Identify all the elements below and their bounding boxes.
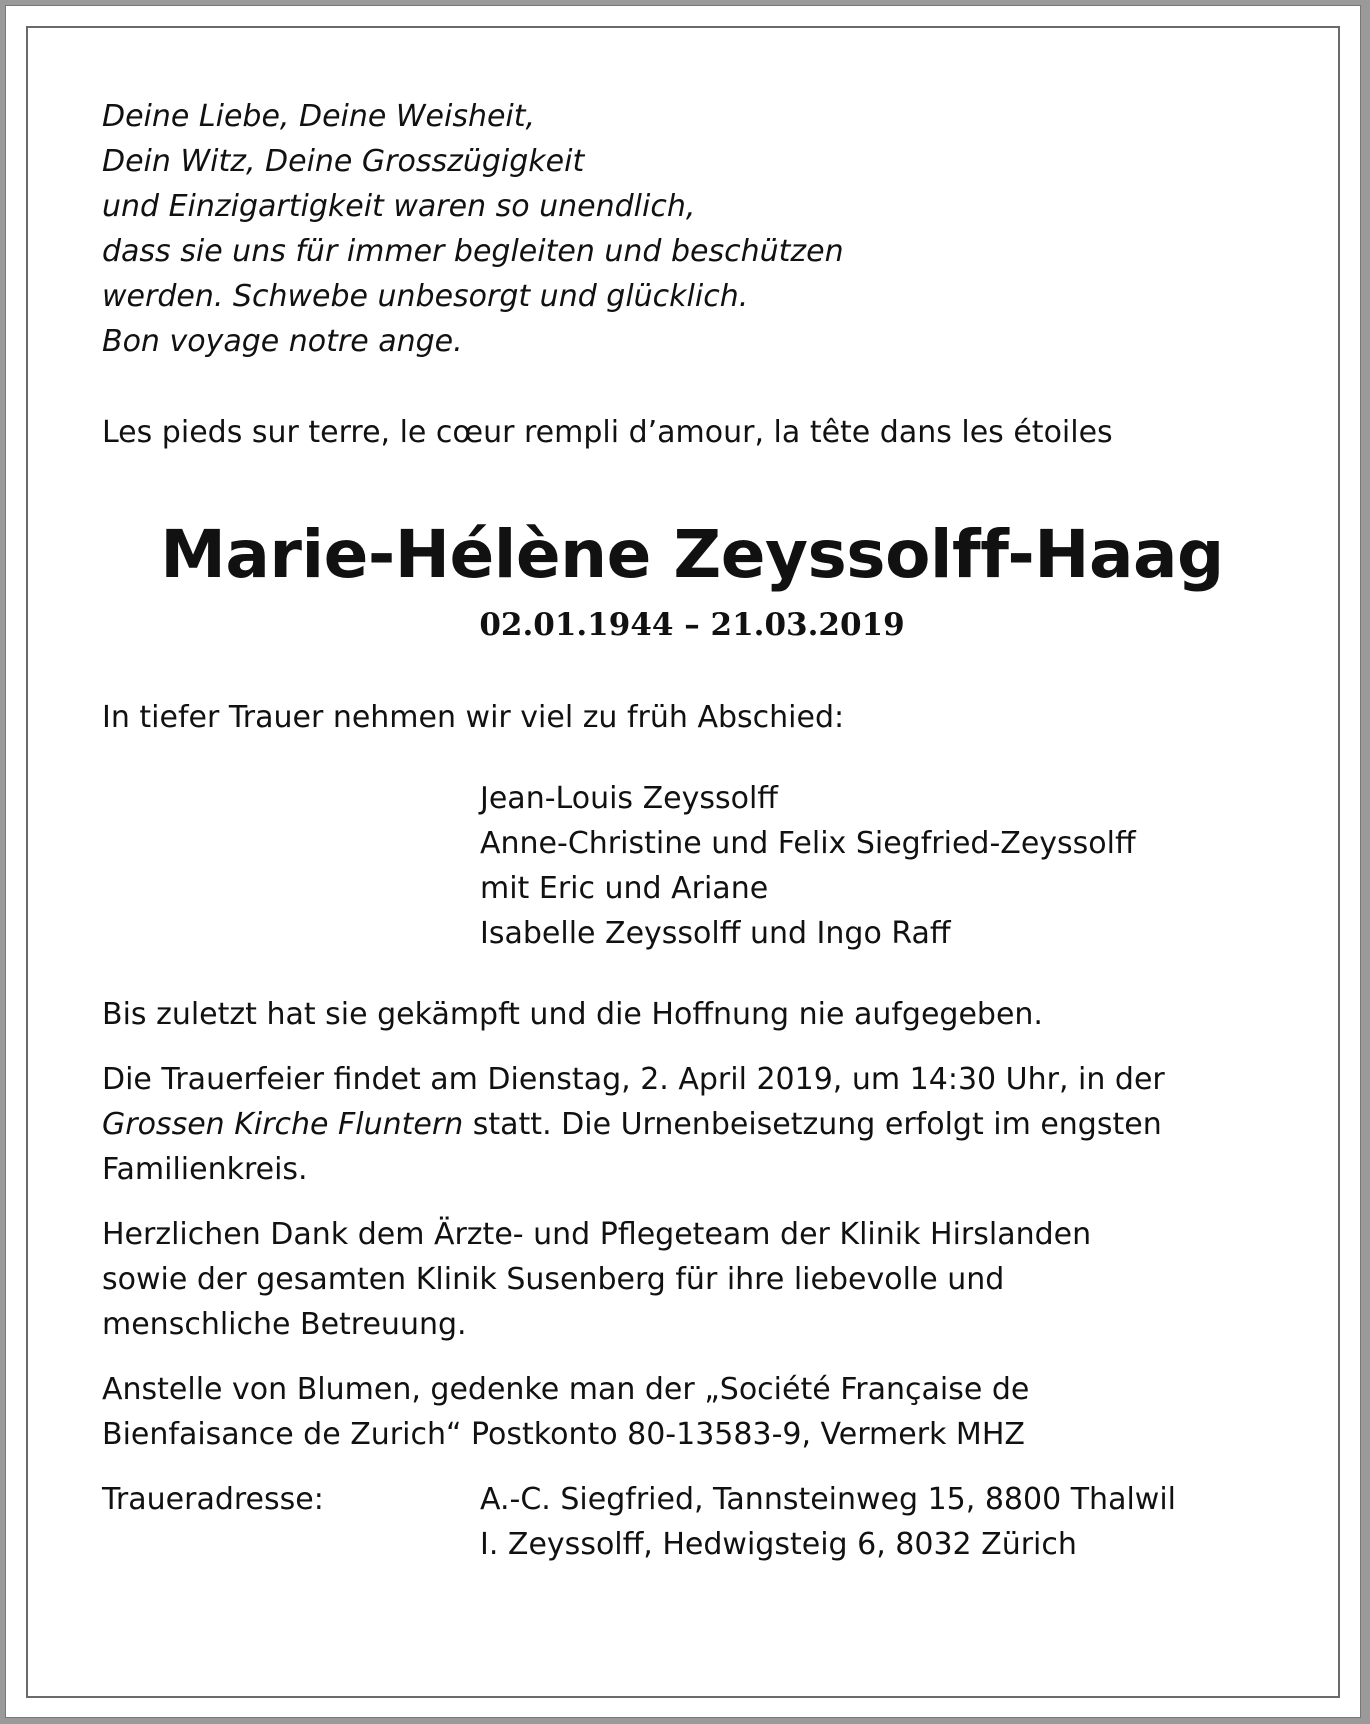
mourning-intro: In tiefer Trauer nehmen wir viel zu früh Abschied: bbox=[102, 700, 845, 735]
donation-paragraph bbox=[102, 1367, 1282, 1457]
obituary-page bbox=[5, 5, 1361, 1718]
fight-line: Bis zuletzt hat sie gekämpft und die Hoffnung nie aufgegeben. bbox=[102, 997, 1043, 1032]
donation-line: Anstelle von Blumen, gedenke man der „Société Française de bbox=[102, 1372, 1030, 1407]
thanks-paragraph bbox=[102, 1212, 1282, 1347]
poem-line: und Einzigartigkeit waren so unendlich, bbox=[102, 189, 696, 224]
ceremony-line: Familienkreis. bbox=[102, 1152, 308, 1187]
address-label: Traueradresse: bbox=[102, 1482, 324, 1517]
ceremony-line: Die Trauerfeier findet am Dienstag, 2. April 2019, um 14:30 Uhr, in der bbox=[102, 1062, 1165, 1097]
mourners-list bbox=[480, 776, 1282, 956]
ceremony-text: statt. Die Urnenbeisetzung erfolgt im engsten bbox=[463, 1107, 1162, 1142]
thanks-line: sowie der gesamten Klinik Susenberg für ihre liebevolle und bbox=[102, 1262, 1005, 1297]
life-dates: 02.01.1944 – 21.03.2019 bbox=[479, 607, 905, 643]
mourner-line: Isabelle Zeyssolff und Ingo Raff bbox=[480, 916, 951, 951]
poem-line: Dein Witz, Deine Grosszügigkeit bbox=[102, 144, 585, 179]
address-lines bbox=[480, 1477, 1176, 1567]
address-line: I. Zeyssolff, Hedwigsteig 6, 8032 Zürich bbox=[480, 1527, 1077, 1562]
poem-line: Deine Liebe, Deine Weisheit, bbox=[102, 99, 536, 134]
poem bbox=[102, 94, 1282, 364]
donation-line: Bienfaisance de Zurich“ Postkonto 80-13583-9, Vermerk MHZ bbox=[102, 1417, 1025, 1452]
address-line: A.-C. Siegfried, Tannsteinweg 15, 8800 Thalwil bbox=[480, 1482, 1176, 1517]
mourner-line: mit Eric und Ariane bbox=[480, 871, 769, 906]
mourner-line: Jean-Louis Zeyssolff bbox=[480, 781, 778, 816]
deceased-name: Marie-Hélène Zeyssolff-Haag bbox=[160, 516, 1224, 593]
fight-statement bbox=[102, 992, 1282, 1037]
thanks-line: menschliche Betreuung. bbox=[102, 1307, 467, 1342]
ceremony-info bbox=[102, 1057, 1282, 1192]
church-name: Grossen Kirche Fluntern bbox=[102, 1107, 464, 1142]
ceremony-line bbox=[102, 1102, 1282, 1147]
motto: Les pieds sur terre, le cœur rempli d’amour, la tête dans les étoiles bbox=[102, 415, 1113, 450]
thanks-line: Herzlichen Dank dem Ärzte- und Pflegeteam der Klinik Hirslanden bbox=[102, 1217, 1092, 1252]
mourner-line: Anne-Christine und Felix Siegfried-Zeyssolff bbox=[480, 826, 1136, 861]
mourning-address bbox=[102, 1477, 1282, 1567]
poem-line: werden. Schwebe unbesorgt und glücklich. bbox=[102, 279, 749, 314]
notice-content bbox=[102, 94, 1282, 1567]
poem-line: Bon voyage notre ange. bbox=[102, 324, 463, 359]
poem-line: dass sie uns für immer begleiten und beschützen bbox=[102, 234, 844, 269]
